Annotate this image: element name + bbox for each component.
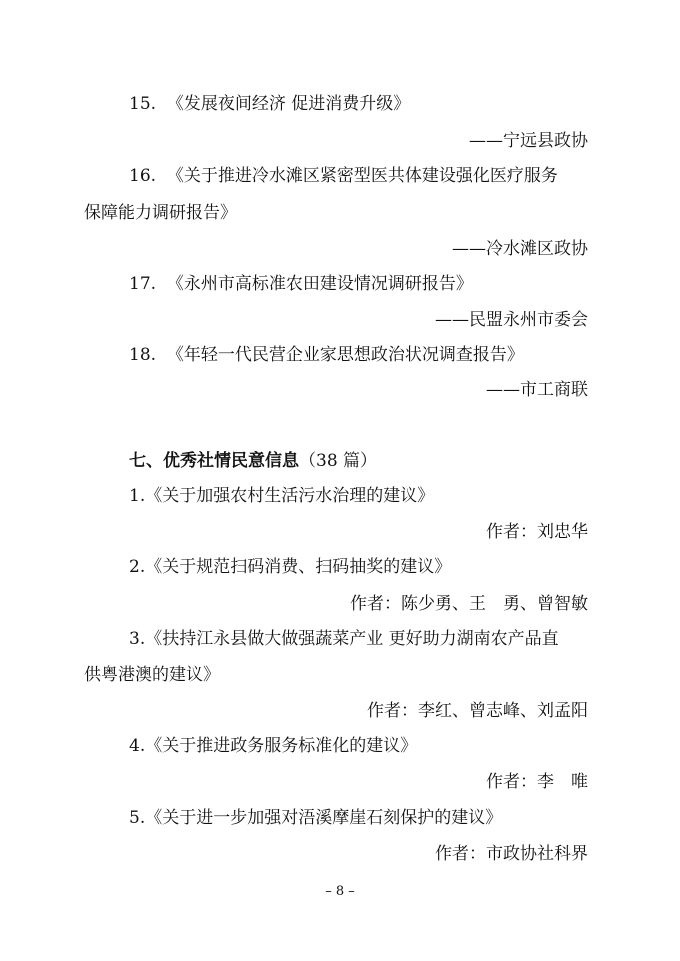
report-18-title	[129, 345, 524, 365]
report-16-author: ——冷水滩区政协	[452, 239, 588, 259]
item-number: 4.	[129, 736, 146, 756]
report-17-title	[129, 274, 473, 294]
item-title: 《关于进一步加强对浯溪摩崖石刻保护的建议》	[145, 808, 503, 828]
info-3-author: 作者：李红、曾志峰、刘孟阳	[367, 701, 588, 721]
section-count: （38 篇）	[299, 451, 378, 471]
item-title: 《发展夜间经济 促进消费升级》	[166, 94, 411, 114]
info-3-title-continued: 供粤港澳的建议》	[84, 665, 220, 685]
page-number: – 8 –	[325, 884, 355, 899]
info-4-author: 作者：李 唯	[486, 772, 588, 792]
item-title: 《扶持江永县做大做强蔬菜产业 更好助力湖南农产品直	[145, 629, 559, 649]
report-15-author: ——宁远县政协	[469, 131, 588, 151]
section-title: 七、优秀社情民意信息	[129, 451, 299, 471]
item-title: 《关于推进政务服务标准化的建议》	[145, 736, 418, 756]
item-title: 《关于规范扫码消费、扫码抽奖的建议》	[145, 557, 452, 577]
item-number: 5.	[129, 808, 146, 828]
info-5-author: 作者：市政协社科界	[435, 844, 588, 864]
item-title: 《永州市高标准农田建设情况调研报告》	[166, 274, 473, 294]
report-16-title	[129, 166, 558, 186]
item-number: 16.	[129, 166, 157, 186]
item-number: 18.	[129, 345, 157, 365]
item-number: 1.	[129, 486, 146, 506]
report-18-author: ——市工商联	[486, 380, 588, 400]
report-16-title-continued: 保障能力调研报告》	[84, 203, 237, 223]
info-3-title	[129, 629, 559, 649]
info-2-title	[129, 557, 451, 577]
section-heading	[129, 451, 377, 471]
item-number: 17.	[129, 274, 157, 294]
report-17-author: ——民盟永州市委会	[435, 310, 588, 330]
info-1-author: 作者：刘忠华	[486, 522, 588, 542]
item-number: 2.	[129, 557, 146, 577]
item-number: 15.	[129, 94, 157, 114]
item-title: 《年轻一代民营企业家思想政治状况调查报告》	[166, 345, 524, 365]
item-title: 《关于加强农村生活污水治理的建议》	[145, 486, 435, 506]
item-title: 《关于推进冷水滩区紧密型医共体建设强化医疗服务	[166, 166, 558, 186]
info-1-title	[129, 486, 434, 506]
item-number: 3.	[129, 629, 146, 649]
info-5-title	[129, 808, 502, 828]
info-4-title	[129, 736, 417, 756]
info-2-author: 作者：陈少勇、王 勇、曾智敏	[350, 594, 588, 614]
report-15-title	[129, 94, 410, 114]
